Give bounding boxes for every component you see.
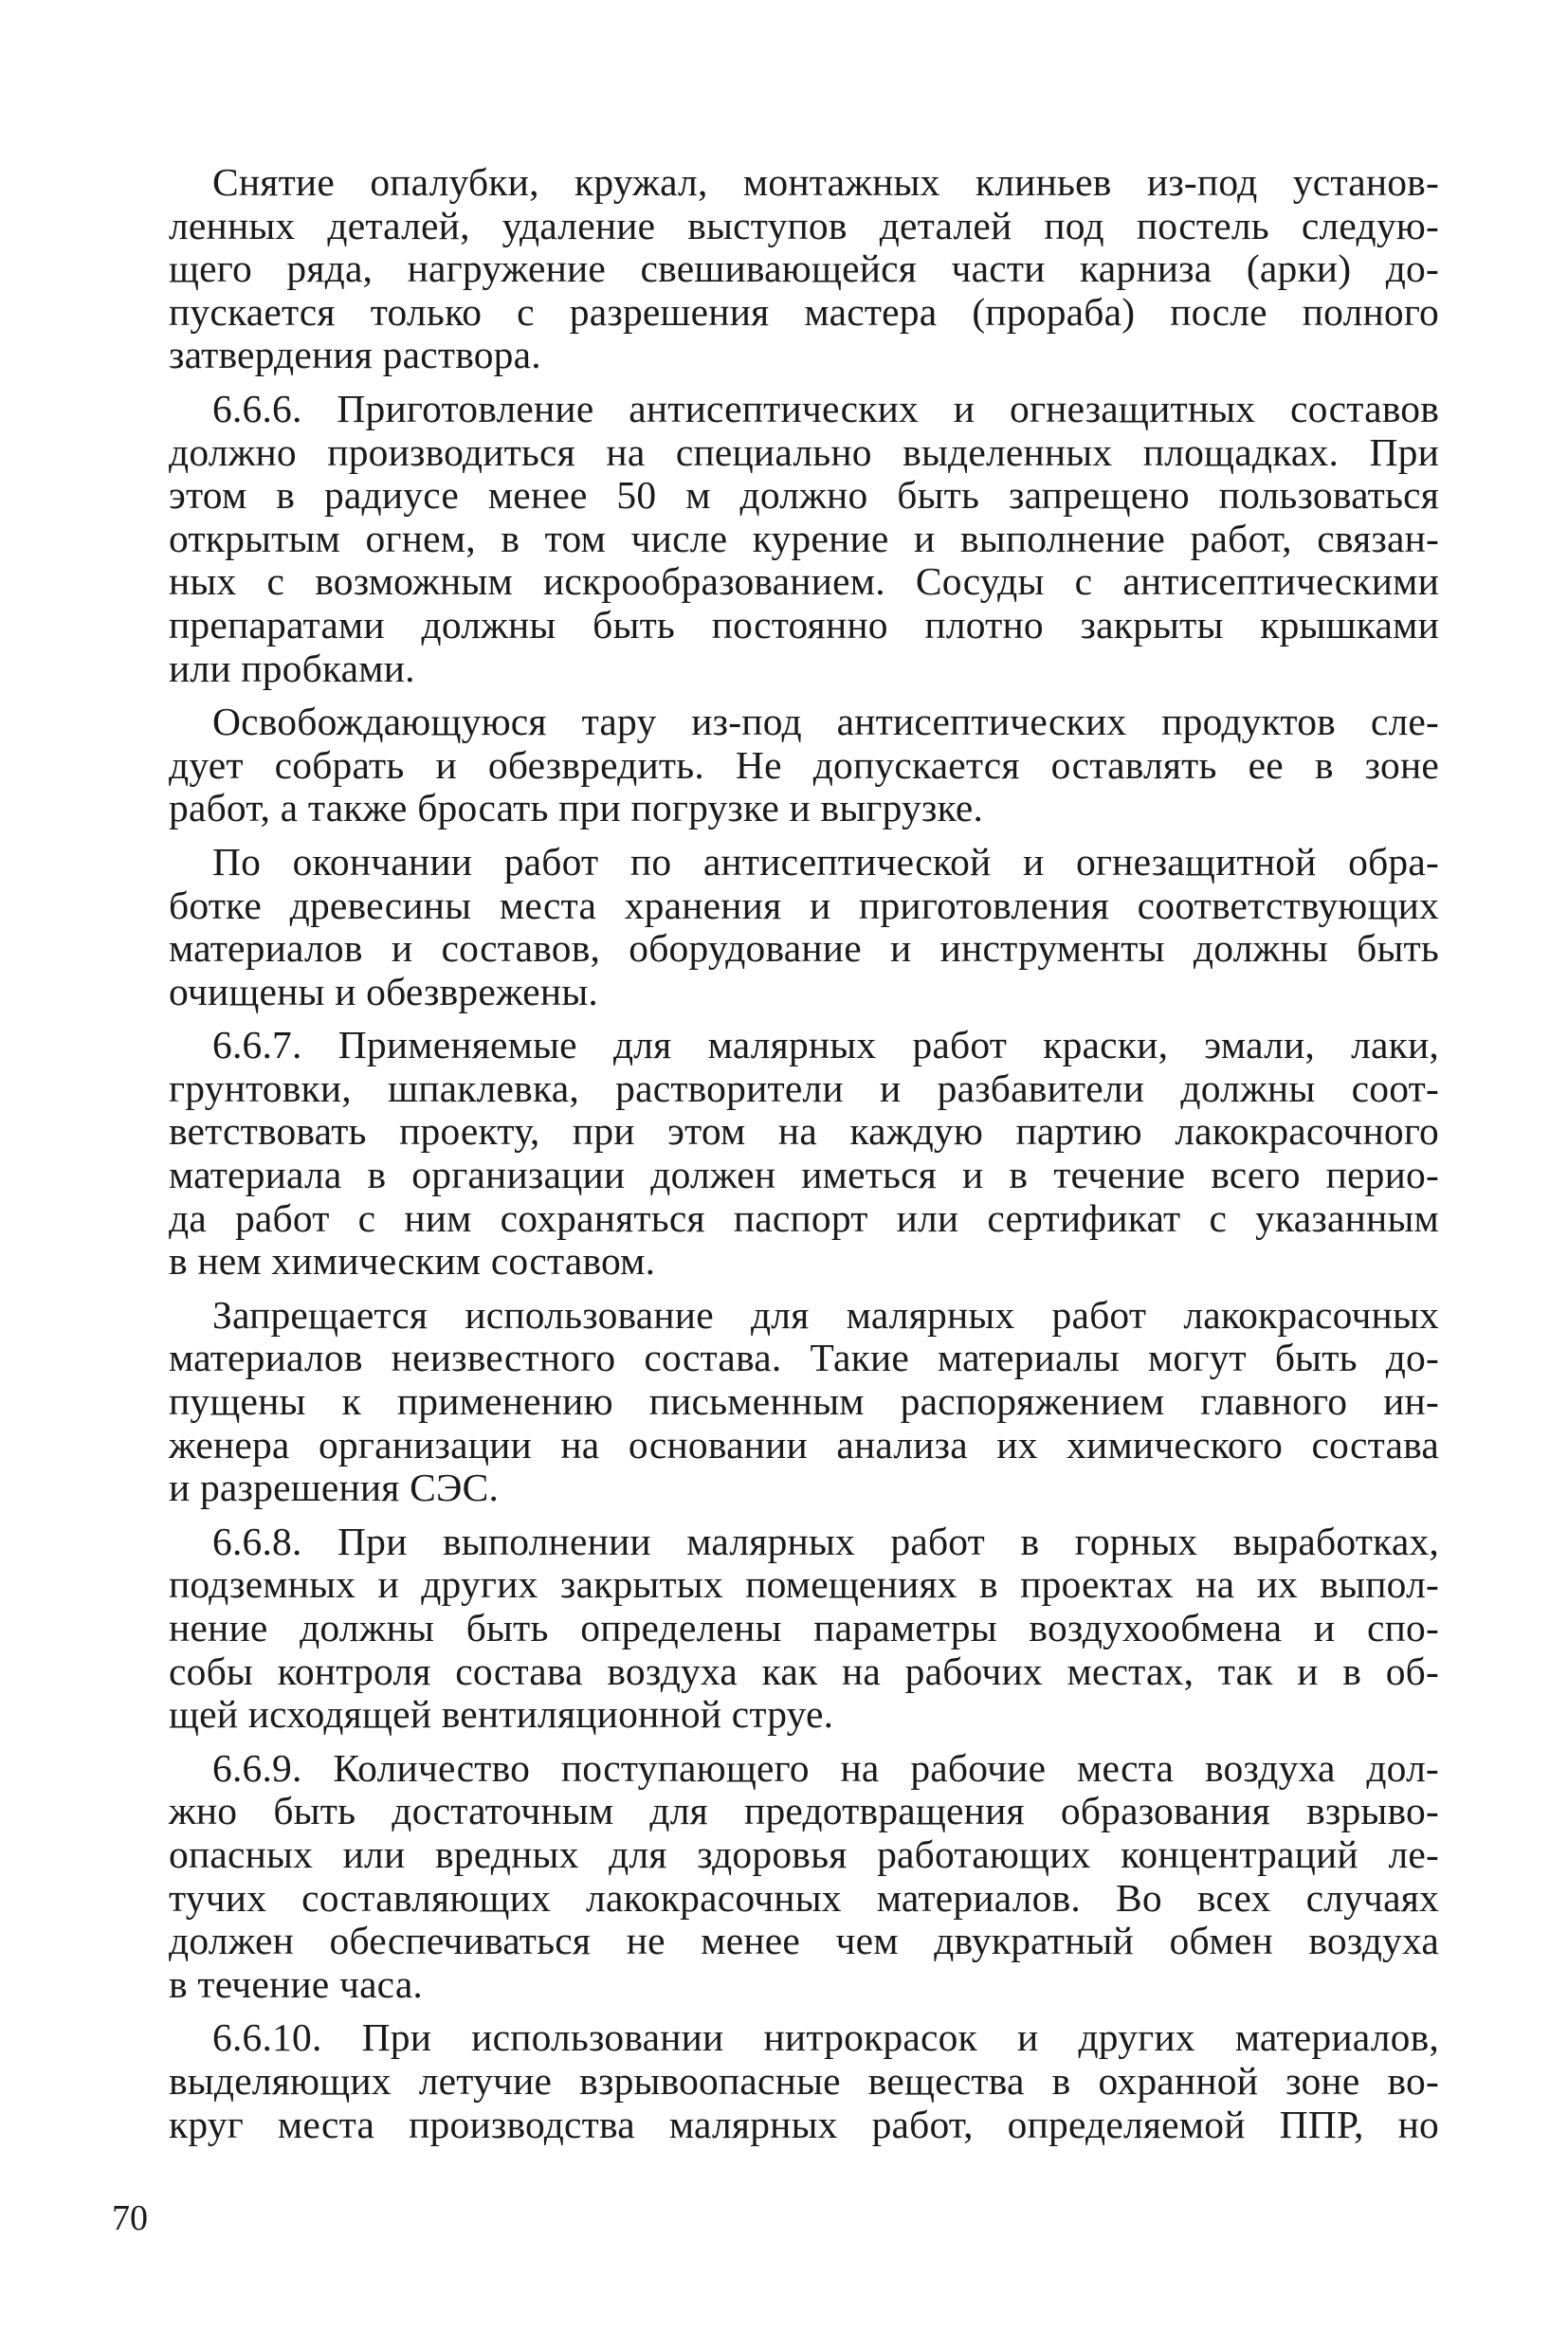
text-line: или пробками. [169,646,415,690]
paragraph-6-6-6 [169,388,1439,690]
paragraph-unknown-materials [169,1294,1439,1510]
text-line: 6.6.6. Приготовление антисептических и огнезащитных составов [212,386,1439,430]
text-line: материала в организации должен иметься и в течение всего перио- [169,1153,1439,1197]
text-line: должен обеспечиваться не менее чем двукратный обмен воздуха [169,1919,1439,1963]
text-line: дует собрать и обезвредить. Не допускается оставлять ее в зоне [169,742,1439,787]
paragraph-formwork-removal [169,161,1439,377]
text-line: материалов и составов, оборудование и инструменты должны быть [169,926,1439,971]
text-line: работ, а также бросать при погрузке и выгрузке. [169,786,984,830]
text-line: в нем химическим составом. [169,1239,656,1284]
text-line: затвердения раствора. [169,333,541,377]
text-line: материалов неизвестного состава. Такие материалы могут быть до- [169,1336,1439,1380]
text-line: опасных или вредных для здоровья работающих концентраций ле- [169,1832,1439,1876]
text-line: ветствовать проекту, при этом на каждую партию лакокрасочного [169,1109,1439,1154]
text-line: круг места производства малярных работ, определяемой ППР, но [169,2102,1439,2146]
document-body [169,161,1439,2157]
paragraph-6-6-8 [169,1521,1439,1737]
paragraph-6-6-9 [169,1747,1439,2007]
text-line: должно производиться на специально выделенных площадках. При [169,429,1439,474]
text-line: грунтовки, шпаклевка, растворители и разбавители должны соот- [169,1066,1439,1110]
text-line: да работ с ним сохраняться паспорт или сертификат с указанным [169,1195,1439,1240]
text-line: 6.6.9. Количество поступающего на рабочие места воздуха дол- [212,1745,1439,1790]
text-line: женера организации на основании анализа их химического состава [169,1422,1439,1467]
text-line: По окончании работ по антисептической и огнезащитной обра- [212,839,1439,884]
text-line: жно быть достаточным для предотвращения образования взрыво- [169,1789,1439,1833]
text-line: Освобождающуюся тару из-под антисептических продуктов сле- [212,700,1439,744]
text-line: щего ряда, нагружение свешивающейся части карниза (арки) до- [169,246,1439,291]
text-line: этом в радиусе менее 50 м должно быть запрещено пользоваться [169,473,1439,518]
text-line: 6.6.7. Применяемые для малярных работ краски, эмали, лаки, [212,1023,1439,1067]
text-line: тучих составляющих лакокрасочных материалов. Во всех случаях [169,1875,1439,1920]
text-line: пущены к применению письменным распоряжением главного ин- [169,1379,1439,1424]
text-line: 6.6.8. При выполнении малярных работ в горных выработках, [212,1519,1439,1563]
text-line: собы контроля состава воздуха как на рабочих местах, так и в об- [169,1649,1439,1693]
paragraph-cleanup [169,841,1439,1013]
text-line: открытым огнем, в том числе курение и выполнение работ, связан- [169,516,1439,560]
paragraph-container-disposal [169,701,1439,830]
text-line: в течение часа. [169,1961,424,2006]
text-line: ленных деталей, удаление выступов деталей под постель следую- [169,203,1439,247]
paragraph-6-6-10 [169,2016,1439,2146]
text-line: пускается только с разрешения мастера (прораба) после полного [169,289,1439,334]
paragraph-6-6-7 [169,1024,1439,1284]
text-line: подземных и других закрытых помещениях в проектах на их выпол- [169,1562,1439,1607]
text-line: и разрешения СЭС. [169,1466,500,1510]
page-number: 70 [112,2198,148,2238]
text-line: 6.6.10. При использовании нитрокрасок и других материалов, [212,2015,1439,2060]
text-line: выделяющих летучие взрывоопасные вещества в охранной зоне во- [169,2058,1439,2103]
text-line: ботке древесины места хранения и приготовления соответствующих [169,883,1439,927]
text-line: нение должны быть определены параметры воздухообмена и спо- [169,1606,1439,1649]
text-line: Запрещается использование для малярных работ лакокрасочных [212,1292,1439,1337]
text-line: препаратами должны быть постоянно плотно закрыты крышками [169,602,1439,647]
text-line: очищены и обезврежены. [169,969,598,1013]
text-line: щей исходящей вентиляционной струе. [169,1692,834,1737]
text-line: Снятие опалубки, кружал, монтажных клиньев из-под установ- [212,160,1439,204]
text-line: ных с возможным искрообразованием. Сосуды с антисептическими [169,559,1439,604]
